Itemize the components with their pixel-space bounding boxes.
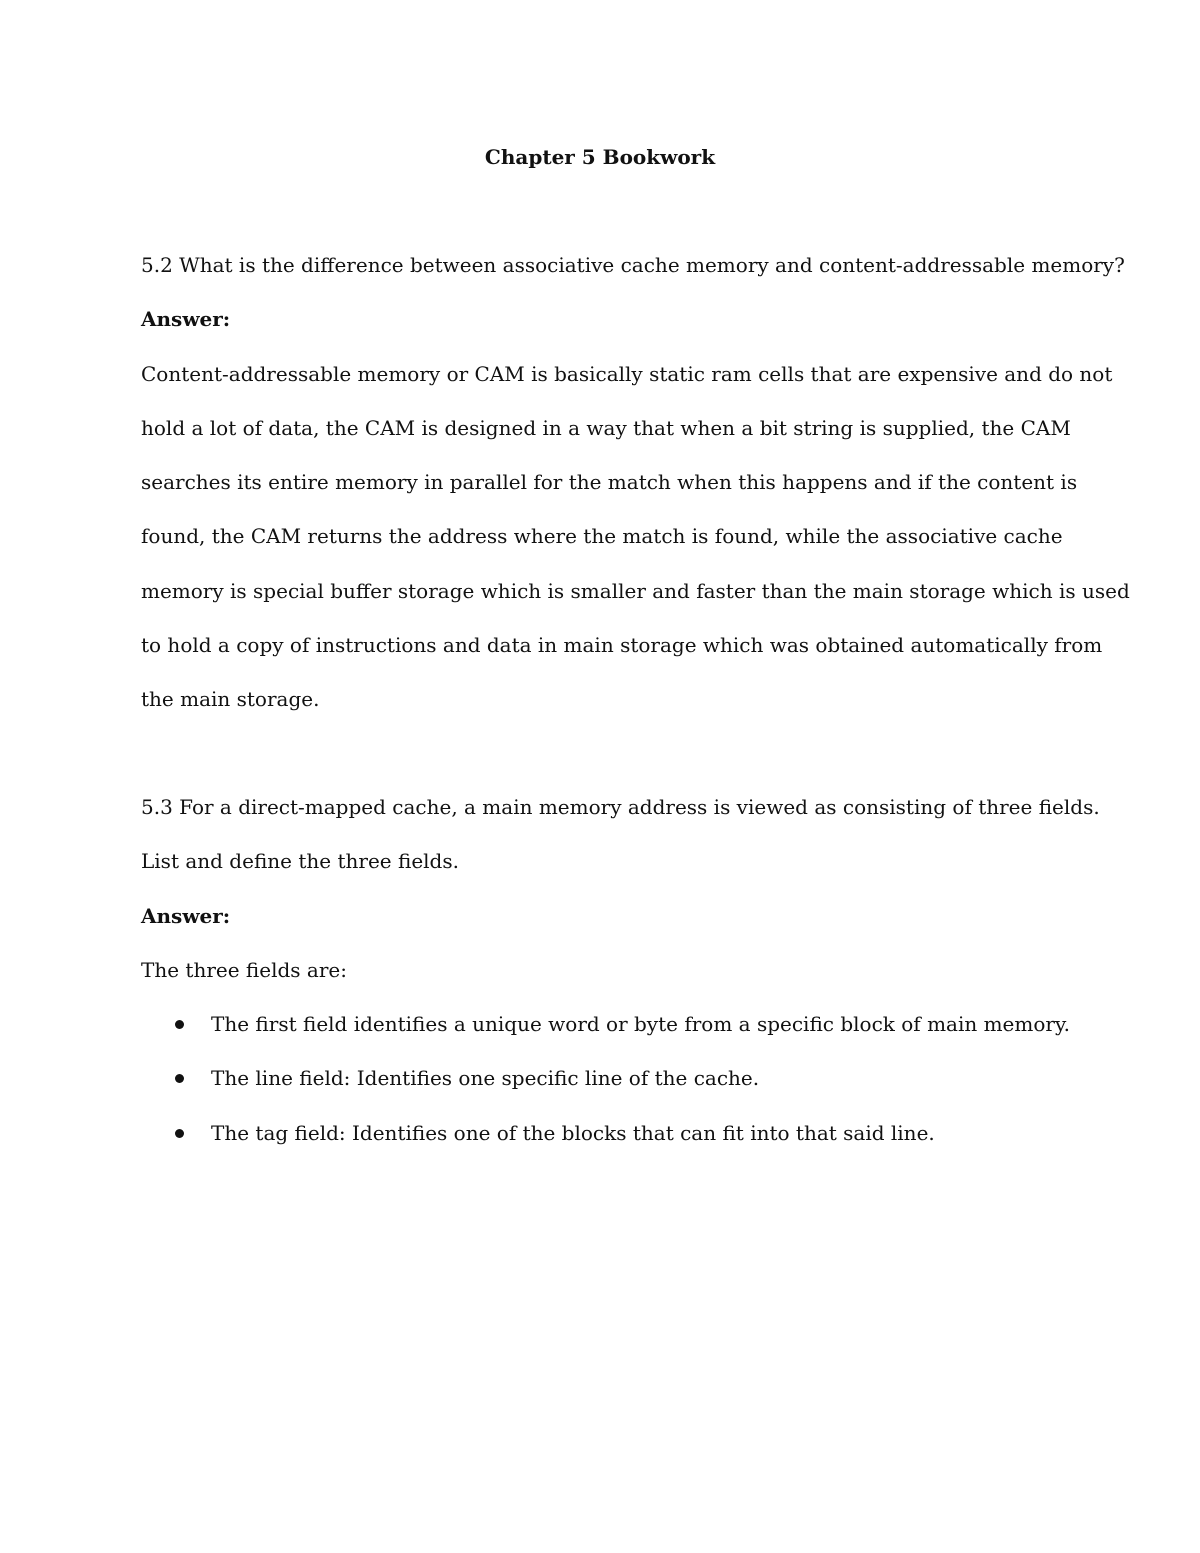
answer-label: Answer: xyxy=(141,903,231,928)
question-5-2-section xyxy=(141,238,1130,727)
bullet-icon xyxy=(175,1129,184,1138)
answer-line: hold a lot of data, the CAM is designed in a way that when a bit string is supplied, the CAM xyxy=(141,415,1071,440)
list-item-text: The tag field: Identifies one of the blocks that can fit into that said line. xyxy=(211,1120,935,1145)
answer-line: the main storage. xyxy=(141,687,320,712)
question-text: 5.3 For a direct-mapped cache, a main memory address is viewed as consisting of three fields. xyxy=(141,795,1100,819)
list-item xyxy=(141,997,1070,1051)
fields-list xyxy=(141,997,1070,1160)
question-text: 5.2 What is the difference between associative cache memory and content-addressable memory? xyxy=(141,253,1125,277)
answer-intro: The three fields are: xyxy=(141,957,347,982)
page-title: Chapter 5 Bookwork xyxy=(484,145,716,169)
answer-line: memory is special buffer storage which is smaller and faster than the main storage which is used xyxy=(141,578,1130,603)
list-item-text: The line field: Identifies one specific line of the cache. xyxy=(211,1066,760,1091)
answer-label: Answer: xyxy=(141,307,231,332)
list-item-text: The first field identifies a unique word or byte from a specific block of main memory. xyxy=(211,1012,1070,1037)
answer-line: Content-addressable memory or CAM is basically static ram cells that are expensive and do not xyxy=(141,361,1113,386)
answer-line: found, the CAM returns the address where the match is found, while the associative cache xyxy=(141,524,1063,549)
list-item xyxy=(141,1106,1061,1160)
bullet-icon xyxy=(175,1020,184,1029)
list-item xyxy=(141,1051,1061,1105)
bullet-icon xyxy=(175,1074,184,1083)
answer-line: searches its entire memory in parallel for the match when this happens and if the content is xyxy=(141,470,1078,495)
question-text: List and define the three fields. xyxy=(141,849,459,874)
answer-line: to hold a copy of instructions and data in main storage which was obtained automatically from xyxy=(141,633,1103,658)
question-5-3-section xyxy=(141,780,1100,1160)
